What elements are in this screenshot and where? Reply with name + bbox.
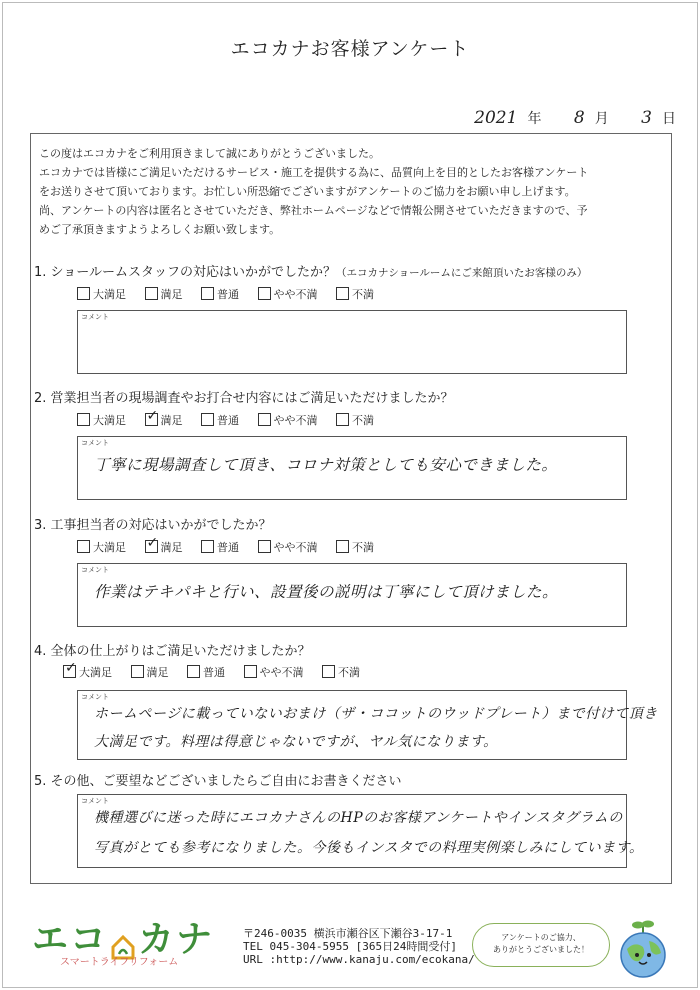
intro-line: エコカナでは皆様にご満足いただけるサービス・施工を提供する為に、品質向上を目的としたお客様アンケート bbox=[39, 166, 589, 179]
option[interactable] bbox=[201, 286, 239, 302]
checkbox-checked[interactable] bbox=[63, 665, 76, 678]
option[interactable] bbox=[77, 412, 126, 428]
option-label: やや不満 bbox=[259, 666, 304, 679]
page-title: エコカナお客様アンケート bbox=[230, 38, 470, 60]
option-label: 大満足 bbox=[79, 666, 112, 679]
option[interactable] bbox=[63, 664, 112, 680]
date-month: 8 bbox=[573, 108, 585, 128]
checkbox[interactable] bbox=[77, 540, 90, 553]
question-text: 3. 工事担当者の対応はいかがでしたか？ bbox=[34, 518, 272, 533]
question-3 bbox=[34, 514, 272, 533]
date-year-label: 年 bbox=[527, 111, 542, 127]
option-label: 普通 bbox=[203, 666, 225, 679]
option[interactable] bbox=[258, 539, 318, 555]
option[interactable] bbox=[201, 412, 239, 428]
option-label: 普通 bbox=[217, 414, 239, 427]
checkbox[interactable] bbox=[131, 665, 144, 678]
house-icon bbox=[110, 928, 136, 954]
globe-mascot-icon bbox=[613, 919, 673, 981]
option[interactable] bbox=[322, 664, 360, 680]
checkbox[interactable] bbox=[201, 540, 214, 553]
logo-text-left: エコ bbox=[32, 919, 109, 960]
checkbox[interactable] bbox=[336, 413, 349, 426]
phone-line: TEL 045-304-5955 [365日24時間受付] bbox=[243, 940, 457, 953]
option-label: 不満 bbox=[352, 541, 374, 554]
question-4-options bbox=[63, 664, 375, 680]
date-line bbox=[474, 108, 676, 128]
url-line: URL :http://www.kanaju.com/ecokana/ bbox=[243, 953, 475, 966]
question-text: 2. 営業担当者の現場調査やお打合せ内容にはご満足いただけましたか？ bbox=[34, 391, 454, 406]
option-label: やや不満 bbox=[273, 541, 318, 554]
option-label: 満足 bbox=[160, 288, 183, 301]
comment-box-5[interactable] bbox=[77, 794, 644, 868]
checkbox[interactable] bbox=[322, 665, 335, 678]
checkbox[interactable] bbox=[201, 287, 214, 300]
option[interactable] bbox=[258, 412, 318, 428]
bubble-line: ありがとうございました！ bbox=[493, 945, 589, 954]
comment-label: コメント bbox=[81, 797, 109, 805]
question-text: 5. その他、ご要望などございましたらご自由にお書きください bbox=[34, 774, 402, 789]
handwritten-comment: 写真がとても参考になりました。今後もインスタでの料理実例楽しみにしています。 bbox=[94, 840, 644, 856]
option-label: 普通 bbox=[217, 288, 239, 301]
question-4 bbox=[34, 640, 311, 659]
option[interactable] bbox=[336, 539, 374, 555]
option[interactable] bbox=[145, 539, 183, 555]
option[interactable] bbox=[145, 286, 183, 302]
logo-tagline: スマートライフリフォーム bbox=[60, 957, 179, 968]
intro-line: をお送りさせて頂いております。お忙しい所恐縮でございますがアンケートのご協力をお願い申し上げます。 bbox=[39, 185, 576, 198]
question-2 bbox=[34, 387, 454, 406]
comment-box-1[interactable] bbox=[77, 310, 627, 374]
date-day-label: 日 bbox=[662, 111, 676, 127]
intro-text bbox=[39, 144, 664, 239]
option[interactable] bbox=[145, 412, 183, 428]
footer bbox=[0, 905, 700, 985]
handwritten-comment: ホームページに載っていないおまけ（ザ・ココットのウッドプレート）まで付けて頂き bbox=[94, 706, 658, 722]
option-label: 満足 bbox=[160, 541, 183, 554]
comment-label: コメント bbox=[81, 693, 109, 701]
option-label: 不満 bbox=[338, 666, 360, 679]
date-year: 2021 bbox=[474, 108, 518, 128]
option[interactable] bbox=[258, 286, 318, 302]
option-label: 大満足 bbox=[93, 414, 126, 427]
date-month-label: 月 bbox=[594, 111, 609, 127]
option-label: 満足 bbox=[146, 666, 169, 679]
question-5 bbox=[34, 770, 402, 789]
checkbox[interactable] bbox=[145, 287, 158, 300]
option-label: 不満 bbox=[352, 414, 374, 427]
checkbox[interactable] bbox=[336, 287, 349, 300]
comment-box-4[interactable] bbox=[77, 690, 658, 760]
comment-label: コメント bbox=[81, 439, 109, 447]
option[interactable] bbox=[77, 539, 126, 555]
option[interactable] bbox=[336, 412, 374, 428]
question-text: 1. ショールームスタッフの対応はいかがでしたか？ bbox=[34, 265, 337, 280]
option-label: やや不満 bbox=[273, 414, 318, 427]
option-label: 満足 bbox=[160, 414, 183, 427]
checkbox-checked[interactable] bbox=[145, 540, 158, 553]
option[interactable] bbox=[336, 286, 374, 302]
date-day: 3 bbox=[641, 108, 652, 128]
option-label: やや不満 bbox=[273, 288, 318, 301]
bubble-line: アンケートのご協力、 bbox=[501, 933, 581, 942]
handwritten-comment: 作業はテキパキと行い、設置後の説明は丁寧にして頂けました。 bbox=[94, 583, 559, 601]
comment-box-3[interactable] bbox=[77, 563, 627, 627]
question-1 bbox=[34, 261, 587, 280]
checkbox[interactable] bbox=[244, 665, 257, 678]
question-text: 4. 全体の仕上がりはご満足いただけましたか？ bbox=[34, 644, 311, 659]
option[interactable] bbox=[77, 286, 126, 302]
checkbox[interactable] bbox=[201, 413, 214, 426]
question-1-options bbox=[77, 286, 389, 302]
option[interactable] bbox=[131, 664, 169, 680]
option[interactable] bbox=[187, 664, 225, 680]
company-address bbox=[243, 927, 475, 966]
option[interactable] bbox=[244, 664, 304, 680]
comment-label: コメント bbox=[81, 566, 109, 574]
intro-line: 尚、アンケートの内容は匿名とさせていただき、弊社ホームページなどで情報公開させていただきますので、予 bbox=[39, 204, 588, 217]
option[interactable] bbox=[201, 539, 239, 555]
comment-box-2[interactable] bbox=[77, 436, 627, 500]
question-note: （エコカナショールームにご来館頂いたお客様のみ） bbox=[336, 267, 588, 279]
intro-line: めご了承頂きますようよろしくお願い致します。 bbox=[39, 223, 281, 236]
checkbox[interactable] bbox=[336, 540, 349, 553]
comment-label: コメント bbox=[81, 313, 109, 321]
handwritten-comment: 機種選びに迷った時にエコカナさんのHPのお客様アンケートやインスタグラムの bbox=[94, 810, 623, 826]
option-label: 大満足 bbox=[93, 288, 126, 301]
option-label: 普通 bbox=[217, 541, 239, 554]
option-label: 不満 bbox=[352, 288, 374, 301]
intro-line: この度はエコカナをご利用頂きまして誠にありがとうございました。 bbox=[39, 147, 380, 160]
checkbox[interactable] bbox=[258, 540, 271, 553]
checkbox[interactable] bbox=[258, 287, 271, 300]
question-3-options bbox=[77, 539, 389, 555]
checkbox-checked[interactable] bbox=[145, 413, 158, 426]
logo-text-right: カナ bbox=[138, 919, 215, 960]
thank-you-bubble bbox=[472, 923, 610, 967]
handwritten-comment: 丁寧に現場調査して頂き、コロナ対策としても安心できました。 bbox=[94, 456, 558, 474]
checkbox[interactable] bbox=[258, 413, 271, 426]
option-label: 大満足 bbox=[93, 541, 126, 554]
address-line: 〒246-0035 横浜市瀬谷区下瀬谷3-17-1 bbox=[243, 927, 453, 940]
checkbox[interactable] bbox=[77, 287, 90, 300]
question-2-options bbox=[77, 412, 389, 428]
checkbox[interactable] bbox=[77, 413, 90, 426]
handwritten-comment: 大満足です。料理は得意じゃないですが、ヤル気になります。 bbox=[94, 734, 498, 750]
checkbox[interactable] bbox=[187, 665, 200, 678]
